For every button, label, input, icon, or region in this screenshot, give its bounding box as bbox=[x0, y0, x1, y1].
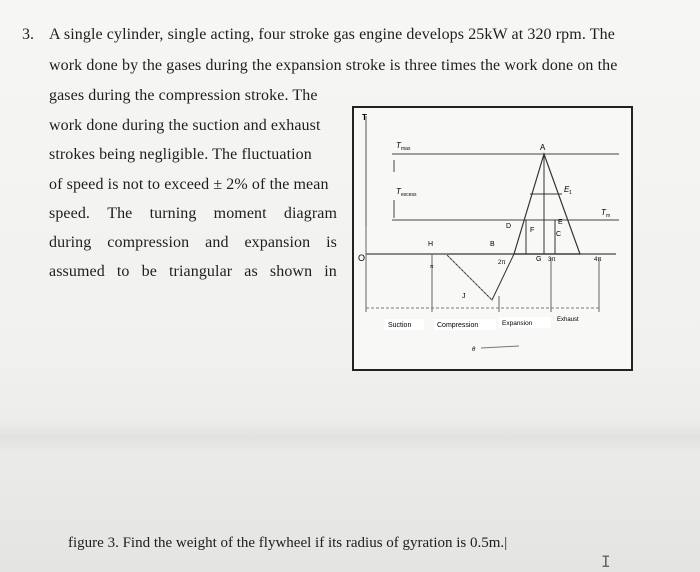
word: as bbox=[244, 263, 258, 280]
word: speed. bbox=[49, 205, 91, 222]
text-cursor-icon: I bbox=[601, 552, 611, 571]
word: expansion bbox=[244, 234, 311, 251]
word: diagram bbox=[283, 205, 337, 222]
word: is bbox=[326, 234, 337, 251]
question-line-3: gases during the compression stroke. The bbox=[49, 87, 318, 104]
diagram-svg bbox=[354, 108, 631, 369]
text-caret: | bbox=[504, 535, 508, 551]
point-h-label: H bbox=[428, 241, 434, 248]
question-number: 3. bbox=[22, 26, 34, 43]
stroke-label-suction: Suction bbox=[388, 322, 412, 329]
word: moment bbox=[213, 205, 267, 222]
point-a-label: A bbox=[540, 143, 546, 152]
turning-moment-diagram bbox=[352, 106, 633, 371]
tick-3pi: 3π bbox=[548, 257, 556, 263]
point-b-label: B bbox=[490, 241, 495, 248]
word: be bbox=[141, 263, 157, 280]
tick-2pi: 2π bbox=[498, 260, 506, 266]
question-line-9 bbox=[49, 263, 337, 281]
question-line-7 bbox=[49, 205, 337, 223]
theta-arrow bbox=[481, 346, 519, 348]
y-axis-label: T bbox=[362, 113, 367, 122]
word: triangular bbox=[169, 263, 233, 280]
word: in bbox=[324, 263, 337, 280]
figure-caption bbox=[68, 535, 507, 552]
figure-reference: figure 3 bbox=[68, 535, 116, 551]
question-line-1: A single cylinder, single acting, four stroke gas engine develops 25kW at 320 rpm. The bbox=[49, 26, 615, 43]
e1-label: E bbox=[564, 185, 570, 194]
point-e-label: E bbox=[558, 219, 563, 226]
question-line-5: strokes being negligible. The fluctuation bbox=[49, 146, 312, 163]
question-line-4: work done during the suction and exhaust bbox=[49, 117, 321, 134]
t-mean-label: T bbox=[601, 208, 606, 217]
word: assumed bbox=[49, 263, 105, 280]
caption-text: . Find the weight of the flywheel if its radius of gyration is 0.5m. bbox=[115, 535, 505, 551]
word: and bbox=[205, 234, 229, 251]
question-line-2: work done by the gases during the expansion stroke is three times the work done on the bbox=[49, 57, 618, 74]
tick-4pi: 4π bbox=[594, 257, 602, 263]
point-g-label: G bbox=[536, 256, 542, 263]
point-j-label: J bbox=[462, 293, 466, 300]
theta-label: θ bbox=[472, 347, 476, 353]
stroke-label-exhaust: Exhaust bbox=[557, 317, 579, 323]
word: to bbox=[116, 263, 130, 280]
expansion-triangle bbox=[514, 154, 580, 254]
word: The bbox=[107, 205, 133, 222]
shadow-band bbox=[0, 420, 700, 454]
tick-pi: π bbox=[430, 264, 434, 270]
t-max-subscript: max bbox=[401, 146, 411, 152]
stroke-label-compression: Compression bbox=[437, 322, 479, 329]
t-max-label: T bbox=[396, 141, 401, 150]
point-d-label: D bbox=[506, 223, 512, 230]
point-c-label: C bbox=[556, 231, 562, 238]
t-excess-label: T bbox=[396, 187, 401, 196]
question-line-6: of speed is not to exceed ± 2% of the mean bbox=[49, 176, 329, 193]
word: turning bbox=[149, 205, 197, 222]
point-f-label: F bbox=[530, 227, 535, 234]
question-line-8 bbox=[49, 234, 337, 252]
word: during bbox=[49, 234, 92, 251]
stroke-label-expansion: Expansion bbox=[502, 320, 533, 327]
word: compression bbox=[107, 234, 190, 251]
t-mean-subscript: m bbox=[606, 213, 611, 219]
origin-label: O bbox=[358, 253, 366, 263]
word: shown bbox=[269, 263, 313, 280]
e1-subscript: 1 bbox=[569, 190, 572, 196]
t-excess-subscript: excess bbox=[401, 192, 417, 198]
